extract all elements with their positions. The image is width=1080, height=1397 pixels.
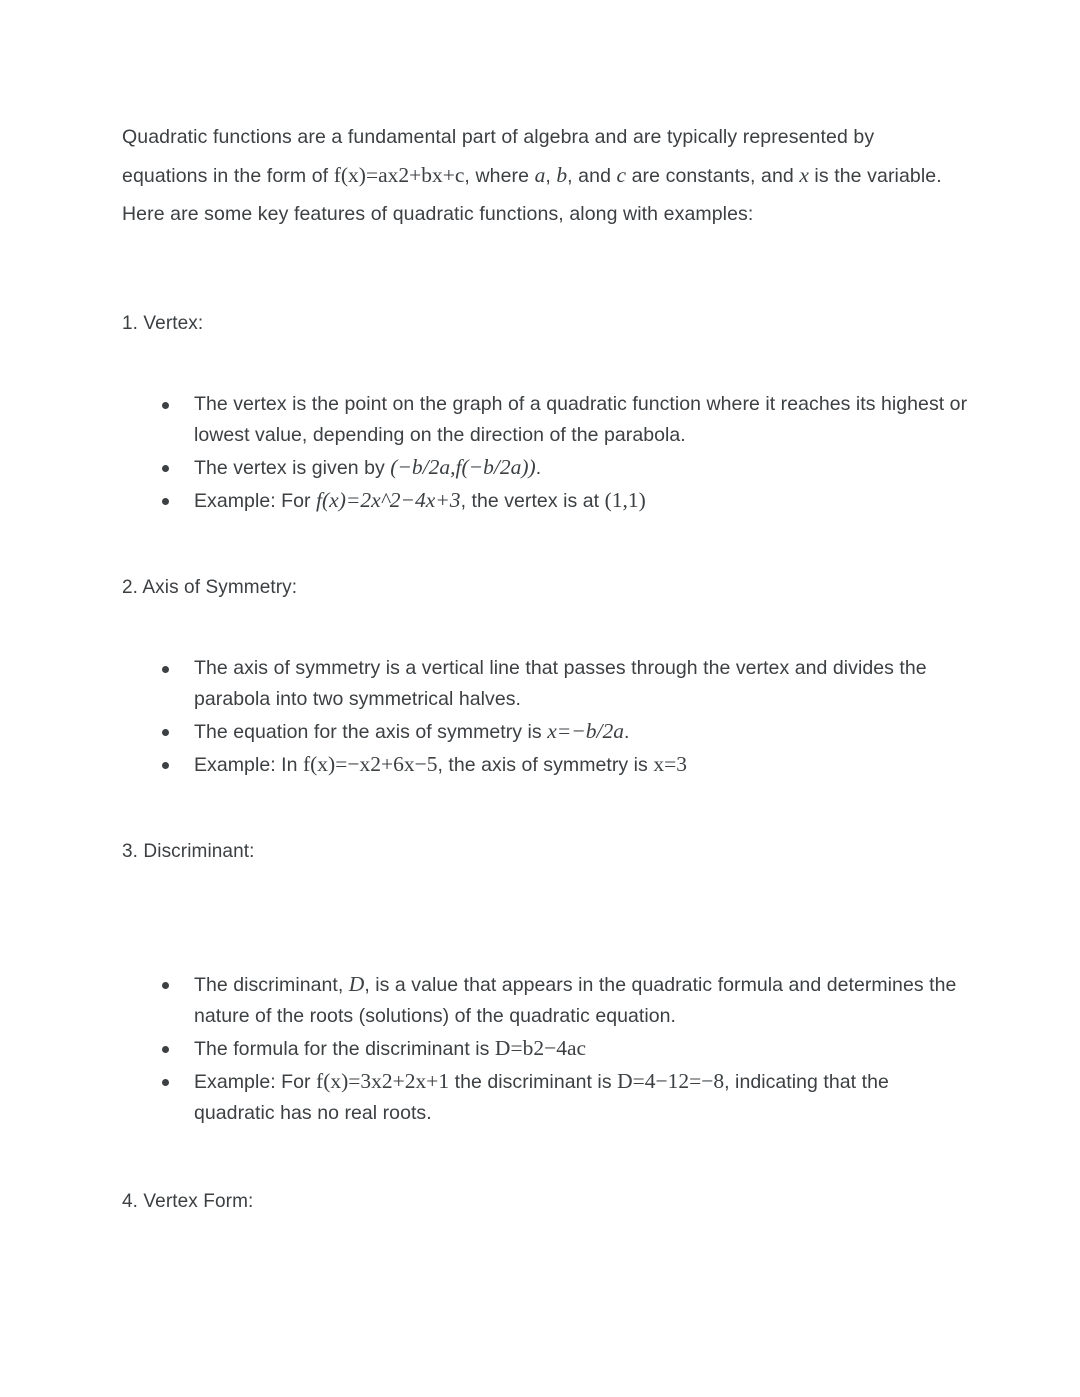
list-item <box>122 716 970 748</box>
bullet-text-prefix: The vertex is given by <box>194 457 391 479</box>
list-item <box>122 389 970 451</box>
list-item <box>122 653 970 715</box>
bullet-math-axis-formula: x=−b/2a <box>547 719 624 743</box>
bullet-text-prefix: The formula for the discriminant is <box>194 1038 495 1060</box>
bullet-list-vertex <box>122 389 970 517</box>
list-item <box>122 749 970 781</box>
intro-paragraph <box>122 118 962 233</box>
bullet-math-example-discriminant: D=4−12=−8 <box>617 1069 725 1093</box>
bullet-text: The vertex is the point on the graph of a quadratic function where it reaches its highest or lowest value, depending on the direction of the parabola. <box>194 393 968 446</box>
bullet-list-discriminant <box>122 969 970 1129</box>
list-item <box>122 485 970 517</box>
bullet-text-middle: the discriminant is <box>449 1071 618 1093</box>
list-item <box>122 1033 970 1065</box>
bullet-math-example-function: f(x)=−x2+6x−5 <box>302 752 438 776</box>
section-heading-vertex-form: 4. Vertex Form: <box>122 1191 254 1212</box>
bullet-math-discriminant-symbol: D <box>348 972 365 996</box>
list-item <box>122 1066 970 1129</box>
intro-sep1: , <box>545 165 557 187</box>
bullet-list-axis-of-symmetry <box>122 653 970 781</box>
bullet-text-suffix: . <box>535 457 542 479</box>
list-item <box>122 452 970 484</box>
bullet-math-example-axis: x=3 <box>653 752 687 776</box>
intro-var-x: x <box>799 163 809 187</box>
bullet-text-suffix: , is a value that appears in the quadratic formula and determines the nature of the roots (solutions) of the quadratic equation. <box>194 974 957 1027</box>
section-heading-vertex: 1. Vertex: <box>122 313 204 334</box>
bullet-text-prefix: The discriminant, <box>194 974 349 996</box>
bullet-text-prefix: Example: For <box>194 1071 317 1093</box>
bullet-text-middle: , the axis of symmetry is <box>437 754 654 776</box>
list-item <box>122 969 970 1032</box>
intro-text-part4: is the variable. Here are some key features of quadratic functions, along with examples: <box>122 165 942 225</box>
section-spacer <box>122 867 970 919</box>
bullet-math-discriminant-formula: D=b2−4ac <box>494 1036 587 1060</box>
intro-sep2: , and <box>567 165 617 187</box>
bullet-text-prefix: Example: In <box>194 754 303 776</box>
bullet-text-middle: , the vertex is at <box>460 490 605 512</box>
intro-var-b: b <box>556 163 568 187</box>
bullet-text: The axis of symmetry is a vertical line that passes through the vertex and divides the parabola into two symmetrical halves. <box>194 657 927 710</box>
section-heading-discriminant: 3. Discriminant: <box>122 841 255 862</box>
bullet-text-suffix: , indicating that the quadratic has no real roots. <box>194 1071 889 1124</box>
intro-var-a: a <box>534 163 546 187</box>
bullet-math-example-vertex: (1,1) <box>604 488 646 512</box>
bullet-text-prefix: Example: For <box>194 490 317 512</box>
intro-text-part1: Quadratic functions are a fundamental part of algebra and are typically represented by equations in the form of <box>122 126 875 187</box>
intro-math-general-form: f(x)=ax2+bx+c <box>333 163 465 187</box>
bullet-text-prefix: The equation for the axis of symmetry is <box>194 721 548 743</box>
bullet-math-example-function: f(x)=2x^2−4x+3 <box>316 488 461 512</box>
intro-var-c: c <box>616 163 627 187</box>
intro-text-part2: , where <box>464 165 535 187</box>
bullet-text-suffix: . <box>624 721 630 743</box>
bullet-math-vertex-formula: (−b/2a,f(−b/2a)) <box>390 455 536 479</box>
bullet-math-example-function: f(x)=3x2+2x+1 <box>316 1069 450 1093</box>
section-heading-axis-of-symmetry: 2. Axis of Symmetry: <box>122 577 298 598</box>
intro-text-part3: are constants, and <box>626 165 800 187</box>
